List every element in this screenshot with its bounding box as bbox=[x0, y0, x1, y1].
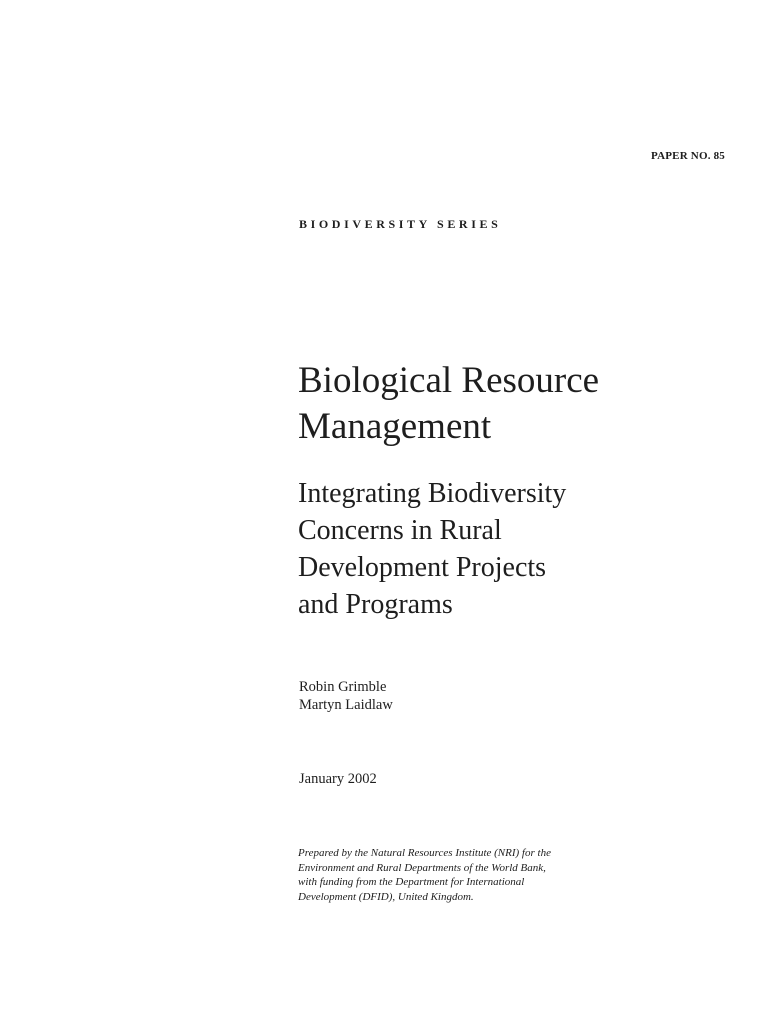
author-name: Robin Grimble bbox=[299, 679, 387, 695]
series-label: BIODIVERSITY SERIES bbox=[299, 217, 502, 231]
author-name: Martyn Laidlaw bbox=[299, 697, 393, 713]
paper-number: PAPER NO. 85 bbox=[651, 150, 725, 162]
prepared-by-note bbox=[298, 846, 628, 904]
document-title bbox=[298, 358, 738, 450]
document-subtitle bbox=[298, 475, 738, 623]
subtitle-line: Integrating Biodiversity bbox=[298, 478, 567, 509]
publication-date: January 2002 bbox=[299, 771, 377, 787]
subtitle-line: and Programs bbox=[298, 589, 453, 620]
author-list bbox=[299, 678, 393, 714]
title-line: Biological Resource bbox=[298, 360, 600, 401]
prepared-line: Environment and Rural Departments of the World Bank, bbox=[298, 861, 546, 874]
prepared-line: Development (DFID), United Kingdom. bbox=[298, 890, 474, 903]
prepared-line: with funding from the Department for International bbox=[298, 876, 525, 888]
subtitle-line: Concerns in Rural bbox=[298, 515, 502, 546]
prepared-line: Prepared by the Natural Resources Institute (NRI) for the bbox=[298, 847, 551, 859]
subtitle-line: Development Projects bbox=[298, 552, 547, 583]
title-line: Management bbox=[298, 406, 492, 447]
